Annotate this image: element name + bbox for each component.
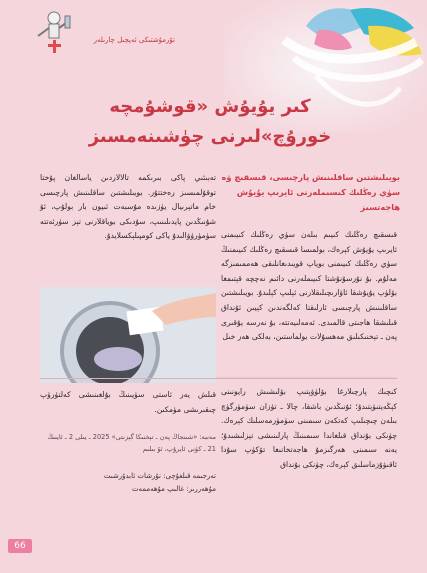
publication-name: تۇرمۇشتىكى ئەپچىل چارىلەر bbox=[93, 36, 175, 44]
divider bbox=[40, 378, 397, 379]
logo bbox=[34, 10, 74, 56]
article-title: كىر يۇيۇش «قوشۇمچە خورۇچ»لىرنى چۈشىنەمسىز bbox=[88, 96, 332, 147]
right-column-text: قىسقىچ رەڭلىك كىيىم بىلەن سۈي رەڭلىك كىيىمنى ئايرىپ يۇيۇش كېرەك، بولمىسا قىسقىچ رەڭلىك كىيىمنىڭ سۈي رەڭلىك كىيىمنى بوياپ قويىدىغانلىقى ھەممىمىزگە مەلۇم. بۇ نۇرسۇنۇشتا كىيىملەرنى دائىم نەچچە قېتىمغا بۆلۈپ يۇيۇشقا ئاۋارىچىلىقلارنى ئېلىپ كېلىدۇ. بويىلىشتىن ساقلىنىش پارچىسى ئارلىقتا كەلگەندىن كېيىن ئۇنداق قىلىشقا ھاجىتى قالمىدى. ئەمەلىيەتتە، بۇ نەرسە يۇقىرى پەن ـ تېخنىكىلىق مەھسۇلات بولماستىن، بەلكى ھەر خىل bbox=[221, 230, 397, 342]
source-note: مەنبە: «شىنجاڭ پەن ـ تېخنىكا گېزىتى» 2025 ـ يىلى 2 ـ ئاينىڭ 21 ـ كۈنى ئايرۇپ، ئۇ بىلىم bbox=[47, 433, 216, 453]
page-number: 66 bbox=[8, 539, 32, 553]
cleaning-person-icon bbox=[34, 10, 74, 56]
washing-machine-photo bbox=[40, 287, 216, 383]
credits bbox=[40, 470, 216, 496]
left-column-text: تەبىئىي پاكى بىرىكمە تالالاردىن ياسالغان پۇختا توقۇلمىسىز رەختتۇر. بويىلىشتىن ساقلىنىش پارچىسى خام ماتېرىيال يۈزىدە مۇسبەت ئىيون بار بولۇپ، ئۇ شۇنىڭدىن پايدىلىنىپ، سۇدىكى بوياقلارنى تېز سۈرئەتتە سۈمۈرۈۋالىدۇ ياكى كومپىلېكسلايدۇ. bbox=[40, 173, 216, 241]
left-bottom-text: قىلش يەر ئاستى سۈيىنىڭ بۇلغىنىشى كەلتۈرۈپ چىقىرىشى مۈمكىن. bbox=[40, 390, 216, 414]
article-lead: بويىلىشتىن ساقلىنىش پارچىسى، قىسقىچ ۋە سۈي رەڭلىك كىسىملەرنى ئايرىپ يۇيۇش ھاجەتسىز bbox=[221, 172, 400, 212]
right-bottom-text: كىچىك پارچىلارغا بۆلۈۋېتىپ بۆلىشىش رايونىنى كېڭەيتىۋېتىدۇ؛ ئۇنىڭدىن باشقا، چالا ـ تۈزان سۈمۈرگۈچ بىلەن چىچىلىپ كەتكەن سىمىنى سۈمۈرمەسلىك كېرەك. چۈنكى بۇنداق قىلغاندا سىمىنىڭ پارلىنىشى تېزلىشىدۇ؛ يەنە سىمىنى ھەرگىزمۇ ھاجەتخانىغا تۆكۈپ سۇدا ئاقىۋۇزماسلىق كېرەك، چۈنكى بۇنداق bbox=[221, 387, 397, 469]
translator-credit: تەرجىمە قىلغۇچى: نۇرشات ئابدۇرشىت bbox=[103, 472, 216, 480]
editor-credit: مۇھەررىر: غالىپ مۇھەممەت bbox=[131, 485, 216, 493]
